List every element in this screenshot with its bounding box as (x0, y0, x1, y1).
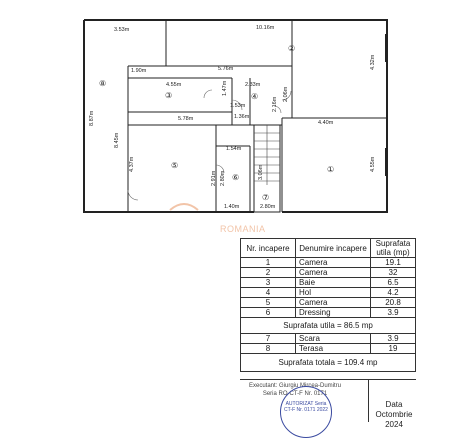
executant-name: Executant: Giurgiu Mircea-Dumitru (248, 383, 342, 389)
dim-label: 3.53m (114, 27, 130, 33)
row-name: Camera (296, 268, 371, 278)
dim-label: 1.36m (234, 114, 250, 120)
row-area: 32 (371, 268, 416, 278)
row-nr: 8 (241, 344, 296, 354)
table-row (241, 334, 416, 344)
row-nr: 2 (241, 268, 296, 278)
dim-label: 4.40m (318, 120, 334, 126)
dim-label: 8.87m (89, 110, 95, 126)
dim-label: 10.16m (256, 25, 275, 31)
row-nr: 6 (241, 308, 296, 318)
dim-label: 1.54m (226, 146, 242, 152)
dim-label: 2.16m (272, 96, 278, 112)
header-area: Suprafata utila (mp) (371, 239, 416, 258)
header-name: Denumire incapere (296, 239, 371, 258)
row-name: Camera (296, 258, 371, 268)
room-number-8: ⑧ (99, 79, 107, 88)
row-name: Camera (296, 298, 371, 308)
executant-series: Seria RO-CT-F Nr. 0171 (262, 391, 328, 397)
table-row (241, 308, 416, 318)
table-row (241, 298, 416, 308)
row-name: Terasa (296, 344, 371, 354)
dim-label: 1.53m (230, 103, 246, 109)
signature-block (240, 379, 416, 429)
stamp (280, 386, 332, 438)
watermark: ROMANIA (220, 224, 266, 234)
dim-label: 1.90m (131, 68, 147, 74)
dim-label: 3.06m (258, 164, 264, 180)
row-name: Baie (296, 278, 371, 288)
row-area: 3.9 (371, 334, 416, 344)
row-name: Dressing (296, 308, 371, 318)
table-row (241, 258, 416, 268)
divider (368, 380, 369, 422)
row-area: 3.9 (371, 308, 416, 318)
room-number-4: ④ (251, 92, 259, 101)
rooms-table (240, 238, 416, 372)
dim-label: 2.33m (245, 82, 261, 88)
dim-label: 2.91m (211, 170, 217, 186)
useful-area-total: Suprafata utila = 86.5 mp (241, 318, 416, 334)
dim-label: 4.55m (166, 82, 182, 88)
dim-label: 5.78m (178, 116, 194, 122)
room-number-3: ③ (165, 91, 173, 100)
row-name: Hol (296, 288, 371, 298)
room-number-2: ② (288, 44, 296, 53)
row-area: 20.8 (371, 298, 416, 308)
table-row (241, 344, 416, 354)
row-name: Scara (296, 334, 371, 344)
room-number-7: ⑦ (262, 193, 270, 202)
room-number-5: ⑤ (171, 161, 179, 170)
dim-label: 8.45m (114, 132, 120, 148)
stamp-text: AUTORIZAT Seria CT-F Nr. 0171 2022 (284, 401, 328, 413)
row-nr: 1 (241, 258, 296, 268)
row-nr: 5 (241, 298, 296, 308)
row-area: 4.2 (371, 288, 416, 298)
row-nr: 4 (241, 288, 296, 298)
date-label: Data (385, 400, 403, 409)
table-row (241, 278, 416, 288)
dim-label: 4.37m (129, 156, 135, 172)
dim-label: 1.47m (222, 80, 228, 96)
date-block (372, 400, 416, 430)
dim-label: 2.80m (220, 170, 226, 186)
table-row (241, 288, 416, 298)
row-nr: 7 (241, 334, 296, 344)
row-area: 6.5 (371, 278, 416, 288)
dim-label: 5.76m (218, 66, 234, 72)
dim-label: 1.40m (224, 204, 240, 210)
table-row (241, 268, 416, 278)
dim-label: 2.80m (260, 204, 276, 210)
dim-label: 4.32m (370, 54, 376, 70)
dim-label: 4.55m (370, 156, 376, 172)
room-number-1: ① (327, 165, 335, 174)
row-area: 19.1 (371, 258, 416, 268)
row-area: 19 (371, 344, 416, 354)
row-nr: 3 (241, 278, 296, 288)
date-value: Octombrie 2024 (375, 410, 413, 429)
header-nr: Nr. incapere (241, 239, 296, 258)
room-number-6: ⑥ (232, 173, 240, 182)
dim-label: 2.06m (283, 86, 289, 102)
total-area: Suprafata totala = 109.4 mp (241, 354, 416, 372)
